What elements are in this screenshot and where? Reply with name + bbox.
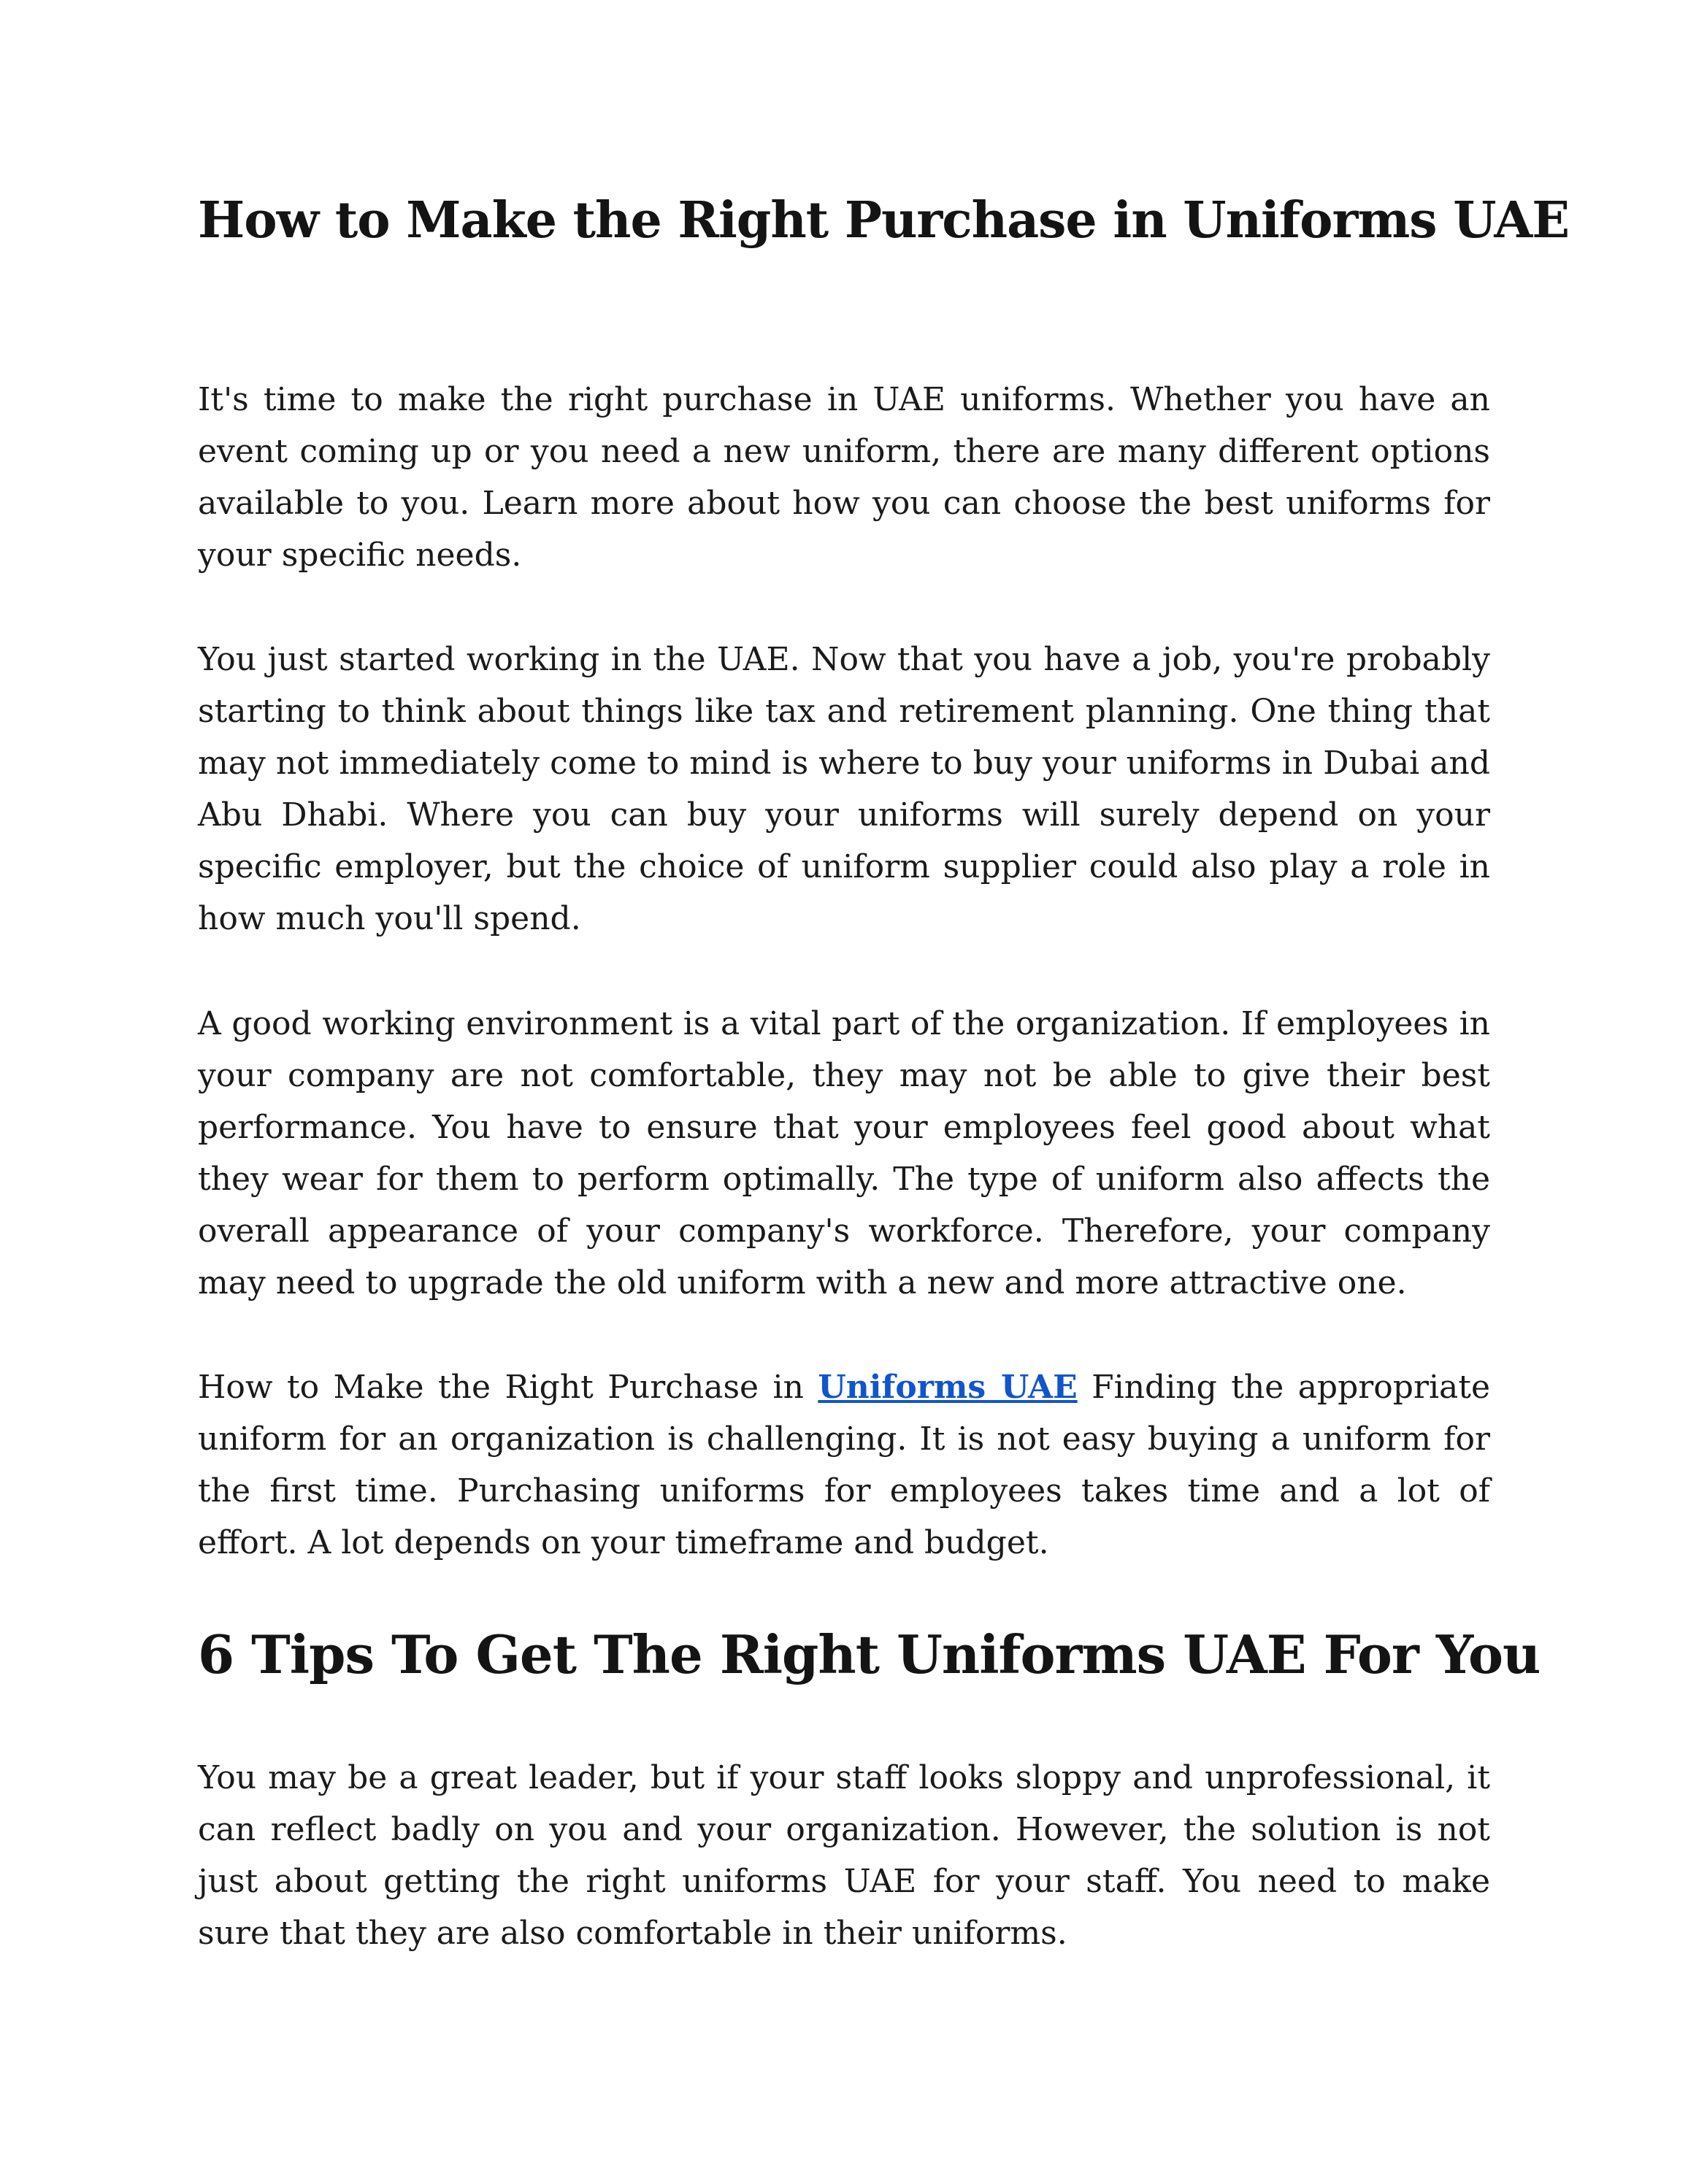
paragraph-text-before-link: How to Make the Right Purchase in [198, 1369, 818, 1406]
page-title: How to Make the Right Purchase in Uniforms UAE [198, 191, 1570, 250]
section-heading: 6 Tips To Get The Right Uniforms UAE For You [198, 1623, 1541, 1685]
paragraph-right-purchase [198, 1361, 1490, 1569]
paragraph-great-leader: You may be a great leader, but if your staff looks sloppy and unprofessional, it can reflect badly on you and your organization. However, the solution is not just about getting the right uniforms UAE for your staff. You need to make sure that they are also comfortable in their uniforms. [198, 1759, 1490, 1952]
paragraph-working-in-uae: You just started working in the UAE. Now that you have a job, you're probably starting to think about things like tax and retirement planning. One thing that may not immediately come to mind is where to buy your uniforms in Dubai and Abu Dhabi. Where you can buy your uniforms will surely depend on your specific employer, but the choice of uniform supplier could also play a role in how much you'll spend. [198, 641, 1490, 937]
uniforms-uae-link[interactable]: Uniforms UAE [818, 1369, 1078, 1406]
paragraph-text-after-link: Finding the appropriate uniform for an organization is challenging. It is not easy buying a uniform for the first time. Purchasing uniforms for employees takes time and a lot of effort. A lot depends on your timeframe and budget. [198, 1369, 1491, 1561]
paragraph-intro: It's time to make the right purchase in UAE uniforms. Whether you have an event coming up or you need a new uniform, there are many different options available to you. Learn more about how you can choose the best uniforms for your specific needs. [198, 381, 1490, 574]
paragraph-working-environment: A good working environment is a vital part of the organization. If employees in your company are not comfortable, they may not be able to give their best performance. You have to ensure that your employees feel good about what they wear for them to perform optimally. The type of uniform also affects the overall appearance of your company's workforce. Therefore, your company may need to upgrade the old uniform with a new and more attractive one. [198, 1005, 1490, 1301]
